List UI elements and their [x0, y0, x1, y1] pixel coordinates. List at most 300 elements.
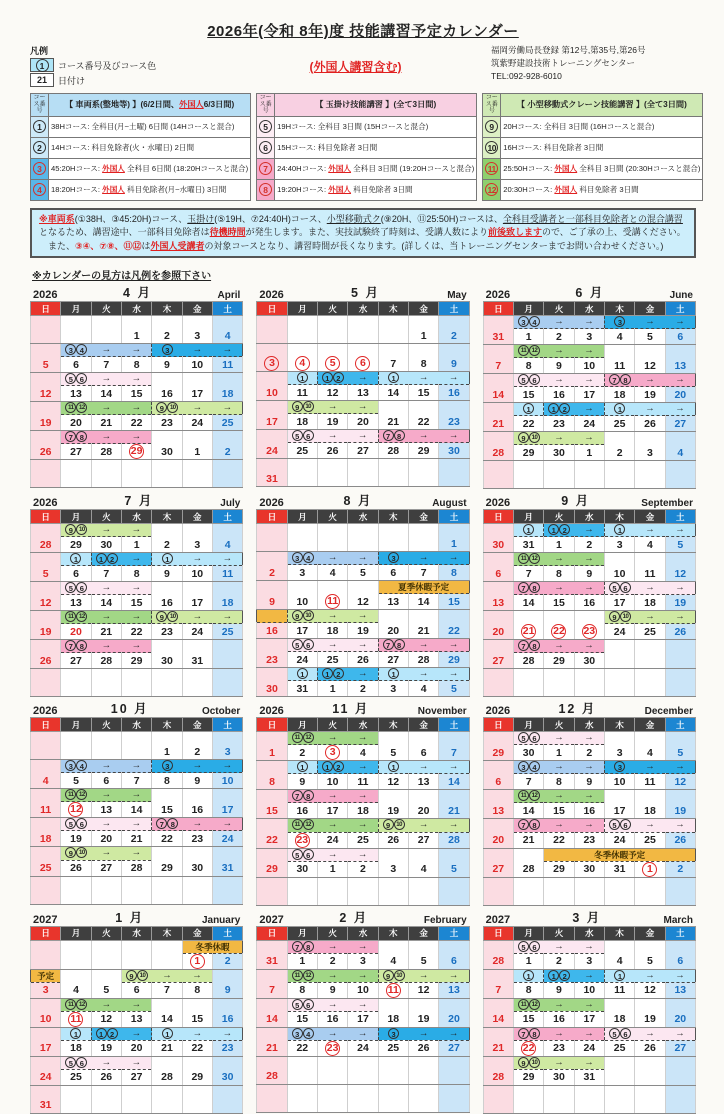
- date-cell: 28: [91, 444, 121, 460]
- weekday-header: 火: [317, 926, 347, 940]
- course-table-title: 【 玉掛け技能講習 】(全て3日間): [275, 94, 477, 117]
- calendar-june-2026: [483, 287, 696, 489]
- weekday-header: 土: [439, 718, 469, 732]
- weekday-header: 金: [408, 510, 438, 524]
- weekday-header: 日: [31, 926, 61, 940]
- band-cells: [514, 553, 604, 565]
- course-band-segment: [378, 430, 469, 443]
- date-cell: 6: [665, 953, 695, 969]
- band-arrow: →: [101, 402, 112, 414]
- calendar-caption: [30, 287, 243, 301]
- date-row: [31, 1098, 243, 1114]
- date-cell: 30: [287, 861, 317, 877]
- weekday-header: 土: [212, 718, 242, 732]
- foreigner-note: (外国人講習含む): [309, 60, 402, 74]
- weekday-header: 木: [604, 926, 634, 940]
- band-arrow: →: [327, 401, 338, 413]
- date-cell: [348, 356, 378, 372]
- band-course-numbers: [61, 789, 91, 801]
- band-cells: [152, 344, 242, 356]
- calendar-table: [256, 717, 469, 905]
- course-band-row: [483, 1085, 695, 1098]
- date-row: [483, 803, 695, 819]
- date-cell: [317, 1040, 347, 1056]
- org-phone: TEL:092-928-6010: [491, 71, 562, 82]
- band-arrow: →: [554, 819, 564, 831]
- calendar-year: 2026: [33, 289, 58, 302]
- course-number-icon: 2: [33, 141, 46, 154]
- date-cell: 4: [61, 982, 91, 998]
- band-arrow: →: [645, 374, 655, 386]
- band-cells: [544, 403, 604, 415]
- band-cells: [288, 790, 378, 802]
- date-cell: 16: [439, 385, 469, 401]
- date-row: [31, 773, 243, 789]
- band-empty-cell: [31, 847, 61, 860]
- band-arrow: →: [192, 969, 202, 981]
- date-cell: [287, 1097, 317, 1113]
- course-number-icon: 8: [76, 640, 87, 651]
- band-empty-cell: [635, 461, 665, 474]
- weekday-header: 日: [257, 302, 287, 316]
- date-row: [31, 537, 243, 553]
- date-cell: 27: [439, 1040, 469, 1056]
- band-empty-cell: [287, 344, 317, 357]
- band-arrow: →: [101, 760, 112, 772]
- date-cell: [91, 744, 121, 760]
- band-arrow: →: [327, 639, 338, 651]
- weekday-header: 月: [61, 302, 91, 316]
- date-cell: 30: [544, 445, 574, 461]
- course-number-icon: 10: [303, 401, 314, 412]
- course-number-icon: 2: [559, 970, 570, 981]
- date-cell: [91, 328, 121, 344]
- date-cell: 12: [635, 358, 665, 374]
- date-cell: [635, 681, 665, 697]
- date-cell: 28: [408, 652, 438, 668]
- band-empty-cell: [91, 460, 121, 473]
- course-band-segment: [513, 582, 604, 595]
- date-row: [483, 861, 695, 877]
- band-course-numbers: [288, 790, 318, 802]
- calendar-caption: [483, 287, 696, 301]
- date-row: [257, 1097, 469, 1113]
- course-number-icon: 3: [65, 344, 76, 355]
- weekday-header: 火: [91, 302, 121, 316]
- date-cell: 13: [378, 594, 408, 610]
- course-band-row: [483, 761, 695, 774]
- date-cell: [483, 1098, 513, 1114]
- band-empty-cell: [152, 940, 182, 953]
- date-row: [483, 681, 695, 697]
- band-arrow: →: [584, 761, 594, 773]
- band-empty-cell: [348, 459, 378, 472]
- date-cell: 25: [287, 443, 317, 459]
- date-cell: 18: [317, 623, 347, 639]
- date-cell: 6: [483, 774, 513, 790]
- course-description: 18:20Hコース: 外国人 科目免除者(月~水曜日) 3日間: [49, 179, 251, 200]
- band-empty-cell: [212, 1085, 242, 1098]
- band-cells: [544, 970, 604, 982]
- band-empty-cell: [408, 524, 438, 537]
- date-row: [31, 1040, 243, 1056]
- band-empty-cell: [604, 1085, 634, 1098]
- band-course-numbers: [514, 582, 544, 594]
- date-row: [483, 566, 695, 582]
- date-cell: 17: [604, 595, 634, 611]
- weekday-header: 金: [182, 302, 212, 316]
- course-number-icon: 5: [609, 1028, 620, 1039]
- calendar-month-jp: 5 月: [351, 286, 380, 301]
- course-band-segment: [152, 1027, 243, 1040]
- band-arrow: →: [131, 1056, 142, 1068]
- band-course-numbers: [61, 999, 91, 1011]
- band-arrow: →: [448, 430, 459, 442]
- org-name: 筑紫野建設技術トレーニングセンター: [491, 58, 635, 69]
- course-band-row: [31, 611, 243, 624]
- course-band-row: [257, 581, 469, 594]
- course-number-icon: 8: [529, 640, 540, 651]
- date-cell: [212, 1098, 242, 1114]
- band-arrow: →: [418, 1027, 429, 1039]
- course-number-icon: 5: [65, 818, 76, 829]
- weekday-header: 土: [439, 302, 469, 316]
- calendar-grid: [30, 287, 696, 1113]
- holiday-date: 3: [264, 356, 279, 371]
- vacation-label: 予定: [37, 970, 55, 981]
- date-cell: 13: [61, 595, 91, 611]
- date-cell: 2: [287, 745, 317, 761]
- course-number-icon: 12: [76, 999, 87, 1010]
- date-row: [31, 744, 243, 760]
- band-course-numbers: [61, 553, 90, 565]
- band-cells: [514, 1057, 604, 1069]
- date-cell: 10: [257, 385, 287, 401]
- course-number-icon: 1: [297, 761, 308, 772]
- date-cell: 24: [604, 832, 634, 848]
- band-arrow: →: [584, 582, 594, 594]
- date-cell: [61, 624, 91, 640]
- band-cells: [318, 761, 378, 773]
- course-band-segment: [287, 372, 317, 385]
- course-band-row: [483, 1056, 695, 1069]
- course-row: [483, 116, 703, 137]
- band-arrow: →: [584, 1027, 594, 1039]
- weekday-header: 月: [287, 302, 317, 316]
- date-cell: [348, 328, 378, 344]
- band-empty-cell: [182, 373, 212, 386]
- band-empty-cell: [152, 876, 182, 889]
- band-empty-cell: [483, 761, 513, 774]
- date-cell: 16: [544, 1011, 574, 1027]
- date-row: [257, 1069, 469, 1085]
- course-number-icon: 1: [162, 553, 173, 564]
- band-empty-cell: [635, 940, 665, 953]
- band-empty-cell: [408, 1056, 438, 1069]
- date-cell: 4: [378, 953, 408, 969]
- band-arrow: →: [357, 372, 368, 384]
- band-empty-cell: [121, 460, 151, 473]
- band-arrow: →: [554, 432, 564, 444]
- date-cell: 1: [182, 444, 212, 460]
- band-empty-cell: [483, 1056, 513, 1069]
- band-empty-cell: [212, 460, 242, 473]
- weekday-header: 火: [317, 718, 347, 732]
- date-cell: 6: [665, 329, 695, 345]
- date-cell: 24: [604, 624, 634, 640]
- date-cell: 5: [408, 953, 438, 969]
- calendar-year: 2027: [33, 913, 58, 926]
- band-arrow: →: [222, 760, 233, 772]
- calendar-month-en: May: [447, 290, 467, 302]
- band-arrow: →: [192, 818, 203, 830]
- date-cell: 30: [574, 861, 604, 877]
- date-cell: [257, 356, 287, 372]
- band-arrow: →: [131, 818, 142, 830]
- date-cell: 26: [408, 1040, 438, 1056]
- date-row: [31, 653, 243, 669]
- date-cell: [408, 536, 438, 552]
- course-number-icon: 10: [394, 819, 405, 830]
- calendar-table: [256, 301, 469, 487]
- band-course-numbers: [605, 403, 635, 415]
- course-band-segment: [378, 1027, 469, 1040]
- date-cell: 4: [212, 328, 242, 344]
- calendar-month-en: July: [220, 498, 241, 510]
- date-cell: 3: [212, 744, 242, 760]
- calendar-table: [483, 717, 696, 905]
- course-number-icon: 7: [609, 374, 620, 385]
- course-number-icon: 1: [548, 970, 559, 981]
- band-empty-cell: [91, 1085, 121, 1098]
- course-band-segment: [152, 611, 243, 624]
- date-cell: 22: [121, 415, 151, 431]
- course-band-segment: [61, 553, 91, 566]
- course-number-icon: 7: [259, 162, 272, 175]
- date-cell: 20: [665, 1011, 695, 1027]
- date-cell: [604, 681, 634, 697]
- date-cell: 17: [604, 803, 634, 819]
- calendar-month-en: December: [644, 706, 693, 718]
- date-cell: 14: [91, 595, 121, 611]
- holiday-date: 1: [190, 954, 205, 969]
- course-number-icon: 12: [76, 611, 87, 622]
- band-arrow: →: [448, 372, 459, 384]
- band-cells: [122, 970, 212, 982]
- band-empty-cell: [348, 1056, 378, 1069]
- band-arrow: →: [645, 582, 655, 594]
- course-band-segment: [317, 372, 378, 385]
- course-band-segment: [513, 374, 604, 387]
- band-empty-cell: [408, 610, 438, 623]
- band-course-numbers: [379, 639, 409, 651]
- date-cell: 15: [287, 1011, 317, 1027]
- band-empty-cell: [604, 640, 634, 653]
- date-cell: 16: [287, 803, 317, 819]
- course-table-crane: [482, 93, 703, 201]
- band-cells: [379, 668, 469, 680]
- date-cell: [182, 1098, 212, 1114]
- band-arrow: →: [101, 524, 112, 536]
- date-row: [31, 802, 243, 818]
- course-number-cell: [257, 158, 275, 179]
- course-number-icon: 1: [523, 524, 534, 535]
- weekday-header: 金: [635, 718, 665, 732]
- course-number-icon: 1: [96, 1028, 107, 1039]
- course-description: 19:20Hコース: 外国人 科目免除者 3日間: [275, 179, 477, 200]
- band-cells: [605, 403, 695, 415]
- date-cell: 18: [635, 803, 665, 819]
- date-cell: 16: [544, 387, 574, 403]
- band-empty-cell: [665, 790, 695, 803]
- date-cell: 8: [257, 774, 287, 790]
- course-band-row: [257, 459, 469, 472]
- course-band-row: [483, 998, 695, 1011]
- course-number-cell: [31, 116, 49, 137]
- course-band-row: [257, 1027, 469, 1040]
- course-band-row: [31, 640, 243, 653]
- course-description: 38Hコース: 全科目(月~土曜) 6日間 (14Hコースと混合): [49, 116, 251, 137]
- course-band-segment: [91, 553, 152, 566]
- date-cell: 17: [31, 1040, 61, 1056]
- band-empty-cell: [483, 877, 513, 890]
- date-cell: 11: [348, 774, 378, 790]
- date-cell: 24: [182, 624, 212, 640]
- course-description: 20Hコース: 全科目 3日間 (16Hコースと混合): [501, 116, 703, 137]
- band-empty-cell: [665, 1085, 695, 1098]
- band-cells: [61, 402, 151, 414]
- date-cell: 20: [61, 415, 91, 431]
- foreigner-highlight: 外国人: [328, 185, 352, 195]
- date-cell: 22: [257, 832, 287, 848]
- course-number-icon: 10: [529, 432, 540, 443]
- band-empty-cell: [408, 344, 438, 357]
- date-cell: 15: [408, 385, 438, 401]
- course-number-cell: [483, 116, 501, 137]
- band-cells: [288, 610, 378, 622]
- calendar-april-2026: [30, 287, 243, 489]
- band-empty-cell: [257, 344, 287, 357]
- weekday-header: 日: [483, 926, 513, 940]
- date-row: [31, 357, 243, 373]
- date-cell: 25: [635, 624, 665, 640]
- band-empty-cell: [287, 581, 317, 594]
- band-course-numbers: [379, 668, 409, 680]
- date-cell: 21: [152, 1040, 182, 1056]
- course-number-icon: 11: [65, 402, 76, 413]
- band-empty-cell: [635, 1085, 665, 1098]
- course-band-row: [483, 732, 695, 745]
- course-number-icon: 6: [76, 582, 87, 593]
- band-arrow: →: [584, 640, 594, 652]
- date-cell: 18: [378, 1011, 408, 1027]
- band-arrow: →: [131, 998, 142, 1010]
- band-empty-cell: [31, 611, 61, 624]
- date-cell: [378, 1069, 408, 1085]
- course-band-segment: [513, 732, 604, 745]
- date-cell: [439, 1069, 469, 1085]
- notice-segment: 玉掛け: [187, 213, 215, 224]
- date-cell: 7: [91, 357, 121, 373]
- foreigner-highlight: 外国人: [328, 164, 352, 174]
- date-cell: 25: [61, 1069, 91, 1085]
- course-number-icon: 3: [518, 316, 529, 327]
- band-empty-cell: [257, 459, 287, 472]
- weekday-header: 月: [513, 718, 543, 732]
- course-number-icon: 3: [292, 552, 303, 563]
- band-course-numbers: [61, 1028, 90, 1040]
- date-cell: 18: [348, 803, 378, 819]
- course-band-segment: [604, 582, 695, 595]
- band-arrow: →: [327, 732, 338, 744]
- date-cell: 7: [513, 774, 543, 790]
- date-cell: 5: [439, 861, 469, 877]
- date-cell: 5: [635, 329, 665, 345]
- date-cell: 4: [408, 861, 438, 877]
- calendar-caption: [30, 912, 243, 926]
- date-cell: 9: [439, 356, 469, 372]
- date-cell: [574, 681, 604, 697]
- date-cell: 12: [665, 566, 695, 582]
- course-number-icon: 7: [518, 819, 529, 830]
- date-cell: [513, 890, 543, 906]
- band-empty-cell: [31, 582, 61, 595]
- date-cell: [574, 624, 604, 640]
- date-cell: 30: [152, 653, 182, 669]
- band-arrow: →: [357, 552, 368, 564]
- course-number-icon: 1: [322, 372, 333, 383]
- date-row: [257, 1011, 469, 1027]
- band-arrow: →: [327, 610, 338, 622]
- notice-segment: の対象コースとなり、講習時間が長くなります。(詳しくは、当トレーニングセンターまでお問い合わせください。): [204, 240, 664, 251]
- weekday-header: 火: [544, 718, 574, 732]
- date-cell: 26: [665, 624, 695, 640]
- band-empty-cell: [212, 847, 242, 860]
- course-number-icon: 1: [523, 403, 534, 414]
- date-cell: [152, 953, 182, 969]
- band-cells: [544, 524, 604, 536]
- date-cell: 15: [121, 595, 151, 611]
- date-cell: 15: [513, 387, 543, 403]
- date-cell: 13: [483, 595, 513, 611]
- course-number-icon: 6: [303, 999, 314, 1010]
- course-number-icon: 5: [292, 430, 303, 441]
- date-row: [483, 745, 695, 761]
- band-course-numbers: [61, 847, 91, 859]
- band-empty-cell: [212, 969, 242, 982]
- band-empty-cell: [574, 461, 604, 474]
- band-empty-cell: [378, 524, 408, 537]
- band-cells: [379, 430, 469, 442]
- band-empty-cell: [483, 998, 513, 1011]
- band-arrow: →: [327, 790, 338, 802]
- course-band-row: [483, 669, 695, 682]
- band-empty-cell: [439, 790, 469, 803]
- date-cell: 2: [439, 328, 469, 344]
- band-empty-cell: [439, 1084, 469, 1097]
- course-band-segment: [378, 668, 469, 681]
- date-cell: 26: [635, 416, 665, 432]
- course-number-icon: 1: [388, 761, 399, 772]
- course-band-segment: [604, 316, 695, 329]
- course-row: [483, 158, 703, 179]
- band-arrow: →: [584, 345, 594, 357]
- date-cell: [317, 356, 347, 372]
- course-number-icon: 9: [518, 432, 529, 443]
- date-cell: 10: [182, 566, 212, 582]
- course-band-row: [257, 639, 469, 652]
- weekday-header: 水: [574, 510, 604, 524]
